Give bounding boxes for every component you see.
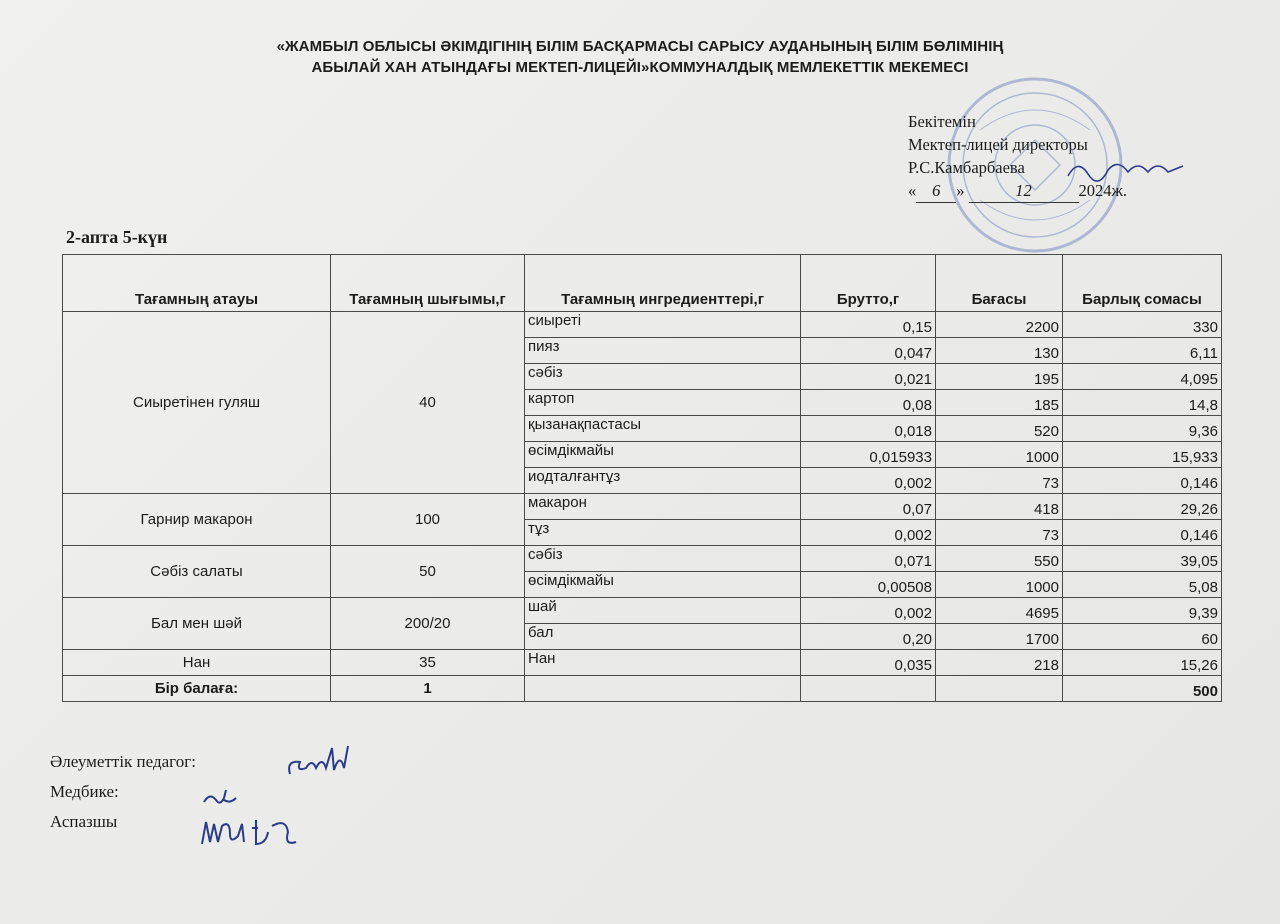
brutto-value: 0,15 [801,312,936,338]
total-value: 0,146 [1063,520,1222,546]
price-value: 1000 [936,442,1063,468]
price-value: 73 [936,468,1063,494]
approval-title: Бекітемін [908,112,976,131]
empty-cell [525,676,801,702]
brutto-value: 0,047 [801,338,936,364]
ingredient-name: қызанақпастасы [525,416,801,442]
price-value: 218 [936,650,1063,676]
dish-yield: 35 [331,650,525,676]
dish-name: Сиыретінен гуляш [63,312,331,494]
brutto-value: 0,002 [801,598,936,624]
approval-position: Мектеп-лицей директоры [908,135,1088,154]
total-value: 0,146 [1063,468,1222,494]
header-line-2: АБЫЛАЙ ХАН АТЫНДАҒЫ МЕКТЕП-ЛИЦЕЙІ»КОММУНАЛДЫҚ МЕМЛЕКЕТТІК МЕКЕМЕСІ [311,59,969,76]
dish-name: Нан [63,650,331,676]
per-child-label: Бір балаға: [63,676,331,702]
table-row [63,546,1222,572]
dish-yield: 200/20 [331,598,525,650]
nurse-signature-icon [200,786,240,810]
total-value: 6,11 [1063,338,1222,364]
total-value: 9,36 [1063,416,1222,442]
total-value: 5,08 [1063,572,1222,598]
col-header-ingredients: Тағамның ингредиенттері,г [525,255,801,312]
price-value: 1000 [936,572,1063,598]
table-row [63,598,1222,624]
total-value: 29,26 [1063,494,1222,520]
brutto-value: 0,002 [801,468,936,494]
ingredient-name: макарон [525,494,801,520]
empty-cell [801,676,936,702]
ingredient-name: картоп [525,390,801,416]
ingredient-name: өсімдікмайы [525,572,801,598]
total-value: 15,26 [1063,650,1222,676]
dish-yield: 100 [331,494,525,546]
total-value: 14,8 [1063,390,1222,416]
social-pedagogue-signature-icon [282,738,357,788]
brutto-value: 0,08 [801,390,936,416]
menu-table [62,254,1222,702]
price-value: 4695 [936,598,1063,624]
ingredient-name: бал [525,624,801,650]
price-value: 2200 [936,312,1063,338]
table-row [63,494,1222,520]
dish-name: Сәбіз салаты [63,546,331,598]
total-value: 39,05 [1063,546,1222,572]
ingredient-name: сиыреті [525,312,801,338]
dish-name: Гарнир макарон [63,494,331,546]
col-header-brutto: Брутто,г [801,255,936,312]
header-line-1: «ЖАМБЫЛ ОБЛЫСЫ ӘКІМДІГІНІҢ БІЛІМ БАСҚАРМАСЫ САРЫСУ АУДАНЫНЫҢ БІЛІМ БӨЛІМІНІҢ [276,38,1004,55]
total-value: 60 [1063,624,1222,650]
dish-name: Бал мен шәй [63,598,331,650]
footer-cook: Аспазшы [50,812,118,831]
date-quote-open: « [908,181,917,200]
date-day: 6 [916,179,956,203]
cook-signature-icon [196,814,311,854]
date-month: 12 [969,179,1079,203]
brutto-value: 0,018 [801,416,936,442]
brutto-value: 0,07 [801,494,936,520]
total-value: 330 [1063,312,1222,338]
price-value: 550 [936,546,1063,572]
dish-yield: 40 [331,312,525,494]
col-header-yield: Тағамның шығымы,г [331,255,525,312]
price-value: 195 [936,364,1063,390]
date-quote-close: » [956,181,965,200]
table-header-row [63,255,1222,312]
total-value: 15,933 [1063,442,1222,468]
price-value: 418 [936,494,1063,520]
grand-total: 500 [1063,676,1222,702]
per-child-value: 1 [331,676,525,702]
table-row [63,312,1222,338]
price-value: 520 [936,416,1063,442]
brutto-value: 0,035 [801,650,936,676]
brutto-value: 0,071 [801,546,936,572]
ingredient-name: тұз [525,520,801,546]
price-value: 73 [936,520,1063,546]
ingredient-name: Нан [525,650,801,676]
total-value: 4,095 [1063,364,1222,390]
brutto-value: 0,20 [801,624,936,650]
day-title: 2-апта 5-күн [66,227,168,247]
ingredient-name: өсімдікмайы [525,442,801,468]
ingredient-name: пияз [525,338,801,364]
ingredient-name: иодталғантұз [525,468,801,494]
price-value: 1700 [936,624,1063,650]
brutto-value: 0,002 [801,520,936,546]
dish-yield: 50 [331,546,525,598]
ingredient-name: сәбіз [525,364,801,390]
price-value: 185 [936,390,1063,416]
empty-cell [936,676,1063,702]
per-child-row [63,676,1222,702]
price-value: 130 [936,338,1063,364]
brutto-value: 0,015933 [801,442,936,468]
total-value: 9,39 [1063,598,1222,624]
brutto-value: 0,00508 [801,572,936,598]
col-header-price: Бағасы [936,255,1063,312]
brutto-value: 0,021 [801,364,936,390]
date-year: 2024ж. [1078,181,1128,200]
ingredient-name: шай [525,598,801,624]
ingredient-name: сәбіз [525,546,801,572]
director-signature-icon [1058,148,1188,188]
col-header-dish: Тағамның атауы [63,255,331,312]
director-name: Р.С.Камбарбаева [908,158,1025,177]
table-row [63,650,1222,676]
footer-social-pedagogue: Әлеуметтік педагог: [50,752,196,771]
col-header-total: Барлық сомасы [1063,255,1222,312]
footer-nurse: Медбике: [50,782,119,801]
